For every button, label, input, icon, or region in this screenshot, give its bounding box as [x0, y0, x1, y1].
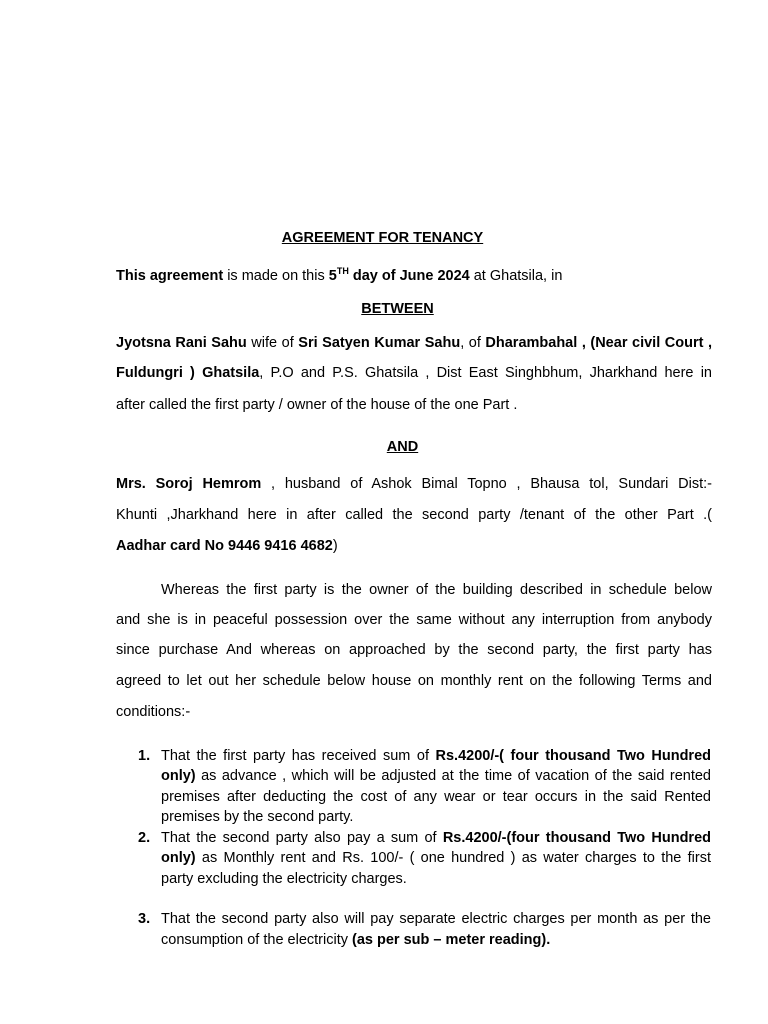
intro-text2: at Ghatsila, in — [469, 268, 563, 284]
term-number: 3. — [138, 911, 151, 927]
whereas-line: since purchase And whereas on approached by the second party, the first party has — [116, 642, 712, 658]
second-party-line-2: Khunti ,Jharkhand here in after called the second party /tenant of the other Part .( — [116, 507, 712, 523]
intro-date: day of June 2024 — [348, 268, 470, 284]
first-party-address: Dharambahal , (Near civil Court , — [485, 335, 712, 351]
term-text: consumption of the electricity — [161, 932, 353, 948]
first-party-text: wife of — [246, 335, 299, 351]
and-heading: AND — [386, 439, 419, 455]
whereas-line: and she is in peaceful possession over the same without any interruption from anybody — [116, 612, 712, 628]
term-amount: Rs.4200/-(four thousand Two Hundred — [442, 830, 711, 846]
second-party-text: ) — [332, 538, 338, 554]
first-party-line-3: after called the first party / owner of the house of the one Part . — [116, 397, 518, 413]
term-text: That the second party also pay a sum of — [161, 830, 443, 846]
first-party-text: , P.O and P.S. Ghatsila , Dist East Singhbhum, Jharkhand here in — [259, 365, 712, 381]
term-3-line-1: That the second party also will pay separate electric charges per month as per the — [161, 911, 711, 927]
first-party-line-2 — [116, 363, 712, 383]
first-party-text: , of — [460, 335, 486, 351]
second-party-line-3 — [116, 536, 712, 556]
intro-text1: is made on this — [223, 268, 329, 284]
document-title: AGREEMENT FOR TENANCY — [281, 230, 484, 246]
whereas-line: agreed to let out her schedule below house on monthly rent on the following Terms and — [116, 673, 712, 689]
term-1-line-4: premises by the second party. — [161, 809, 354, 825]
intro-bold: This agreement — [116, 268, 224, 284]
term-number: 2. — [138, 830, 151, 846]
term-number: 1. — [138, 748, 151, 764]
term-amount: Rs.4200/-( four thousand Two Hundred — [435, 748, 711, 764]
term-2-line-1 — [161, 828, 711, 848]
term-text: as advance , which will be adjusted at the time of vacation of the said rented — [195, 768, 711, 784]
term-3-line-2 — [161, 930, 711, 950]
term-text: That the first party has received sum of — [161, 748, 436, 764]
whereas-line: conditions:- — [116, 704, 191, 720]
whereas-line: Whereas the first party is the owner of the building described in schedule below — [161, 582, 712, 598]
between-heading: BETWEEN — [361, 301, 434, 317]
term-1-line-1 — [161, 746, 711, 766]
first-party-name: Jyotsna Rani Sahu — [116, 335, 247, 351]
first-party-address: Fuldungri ) Ghatsila — [116, 365, 260, 381]
term-1-line-3: premises after deducting the cost of any wear or tear occurs in the said Rented — [161, 789, 711, 805]
aadhar-number: Aadhar card No 9446 9416 4682 — [116, 538, 333, 554]
meter-note: (as per sub – meter reading). — [352, 932, 551, 948]
second-party-text: , husband of Ashok Bimal Topno , Bhausa tol, Sundari Dist:- — [261, 476, 712, 492]
intro-day: 5 — [328, 268, 337, 284]
term-amount: only) — [161, 768, 196, 784]
first-party-husband: Sri Satyen Kumar Sahu — [298, 335, 461, 351]
term-2-line-2 — [161, 848, 711, 868]
intro-day-suffix: TH — [336, 266, 349, 277]
intro-line — [116, 266, 712, 286]
second-party-line-1 — [116, 474, 712, 494]
second-party-name: Mrs. Soroj Hemrom — [116, 476, 262, 492]
term-2-line-3: party excluding the electricity charges. — [161, 871, 407, 887]
term-text: as Monthly rent and Rs. 100/- ( one hundred ) as water charges to the first — [195, 850, 711, 866]
term-amount: only) — [161, 850, 196, 866]
term-1-line-2 — [161, 766, 711, 786]
first-party-line-1 — [116, 333, 712, 353]
